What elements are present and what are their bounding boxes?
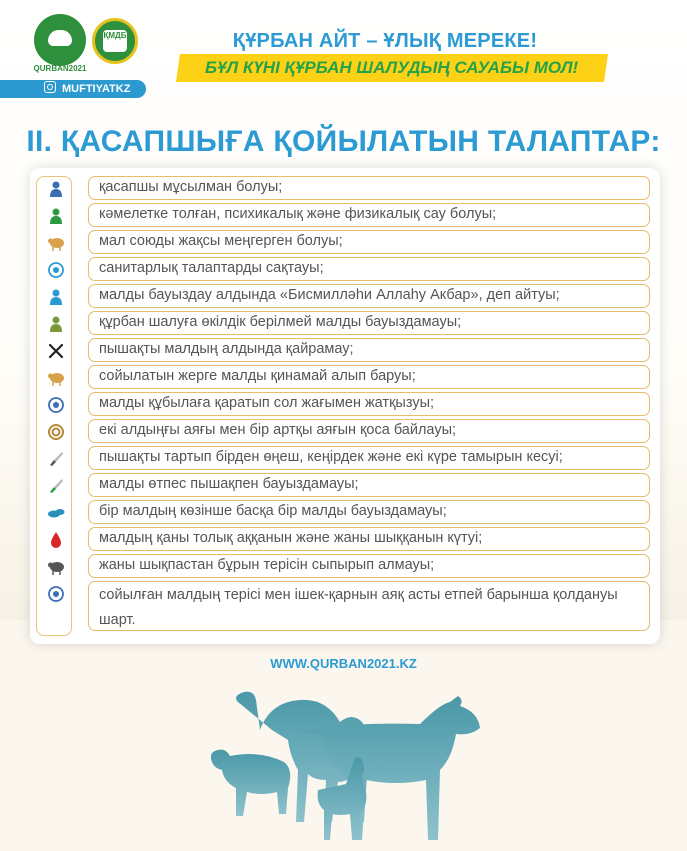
website-link[interactable]: WWW.QURBAN2021.KZ <box>270 656 417 671</box>
requirement-row: малды құбылаға қаратып сол жағымен жатқызуы; <box>88 392 650 416</box>
person-icon <box>47 207 65 225</box>
sanitary-icon <box>47 261 65 279</box>
requirement-row: малды бауыздау алдында «Бисмилләһи Аллаһу Акбар», деп айтуы; <box>88 284 650 308</box>
instagram-handle: MUFTIYATKZ <box>62 83 131 95</box>
qibla-icon <box>47 396 65 414</box>
instagram-badge[interactable] <box>0 80 146 98</box>
man-icon <box>47 180 65 198</box>
requirement-row: қасапшы мұсылман болуы; <box>88 176 650 200</box>
requirement-row: сойылатын жерге малды қинамай алып баруы; <box>88 365 650 389</box>
page-title: II. ҚАСАПШЫҒА ҚОЙЫЛАТЫН ТАЛАПТАР: <box>26 125 661 158</box>
sheep-icon <box>211 750 290 816</box>
requirement-row: пышақты малдың алдында қайрамау; <box>88 338 650 362</box>
icon-column <box>36 176 72 636</box>
qurban-logo <box>34 14 86 66</box>
knife-icon <box>47 450 65 468</box>
animals-illustration <box>0 680 687 851</box>
requirement-row: кәмелетке толған, психикалық және физикалық сау болуы; <box>88 203 650 227</box>
requirement-row: санитарлық талаптарды сақтауы; <box>88 257 650 281</box>
qurban-logo-text: QURBAN2021 <box>33 64 87 73</box>
requirement-row: мал союды жақсы меңгерген болуы; <box>88 230 650 254</box>
requirement-row: бір малдың көзінше басқа бір малды бауыздамауы; <box>88 500 650 524</box>
prayer-icon <box>47 288 65 306</box>
crossed-knives-icon <box>47 342 65 360</box>
requirement-row: сойылған малдың терісі мен ішек-қарнын аяқ асты етпей барынша қолдануы шарт. <box>88 581 650 631</box>
requirement-row: екі алдыңғы аяғы мен бір артқы аяғын қоса байлауы; <box>88 419 650 443</box>
headline-sub: БҰЛ КҮНІ ҚҰРБАН ШАЛУДЫҢ САУАБЫ МОЛ! <box>205 58 579 77</box>
person-icon <box>47 315 65 333</box>
animals-icon <box>47 504 65 522</box>
blood-drop-icon <box>47 531 65 549</box>
requirement-row: құрбан шалуға өкілдік берілмей малды бауыздамауы; <box>88 311 650 335</box>
hide-icon <box>47 585 65 603</box>
instagram-icon <box>44 81 56 93</box>
headline-banner <box>176 54 608 82</box>
knife-icon <box>47 477 65 495</box>
requirement-row: малдың қаны толық аққанын және жаны шыққанын күтуі; <box>88 527 650 551</box>
smdb-logo <box>92 18 138 64</box>
rope-icon <box>47 423 65 441</box>
sheep-icon <box>47 369 65 387</box>
requirement-row: пышақты тартып бірден өңеш, кеңірдек және екі күре тамырын кесуі; <box>88 446 650 470</box>
sheep-face-icon <box>47 558 65 576</box>
requirements-card <box>30 168 660 644</box>
smdb-logo-text: ҚМДБ <box>103 30 127 52</box>
sheep-icon <box>47 234 65 252</box>
requirement-row: жаны шықпастан бұрын терісін сыпырып алмауы; <box>88 554 650 578</box>
headline-main: ҚҰРБАН АЙТ – ҰЛЫҚ МЕРЕКЕ! <box>232 30 538 52</box>
requirement-row: малды өтпес пышақпен бауыздамауы; <box>88 473 650 497</box>
